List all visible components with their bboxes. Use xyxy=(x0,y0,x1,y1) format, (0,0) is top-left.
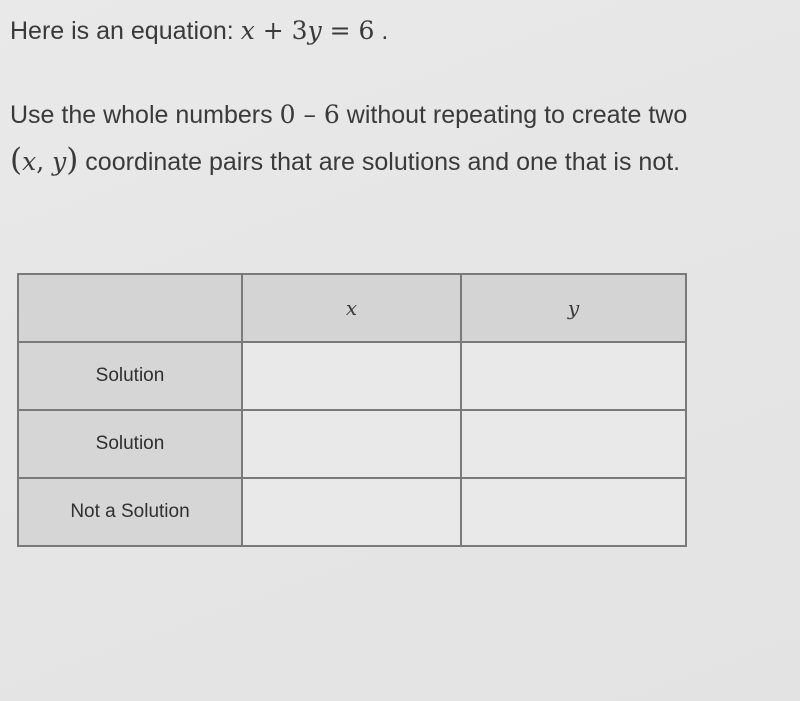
answer-cell-x-3[interactable] xyxy=(242,478,461,546)
instructions xyxy=(10,92,700,185)
pair-open-paren: ( xyxy=(10,142,23,178)
table-row xyxy=(18,478,686,546)
pair-close-paren: ) xyxy=(66,142,79,178)
number-range: 0 – 6 xyxy=(279,100,340,129)
row-label-solution-2: Solution xyxy=(18,410,242,478)
table-row xyxy=(18,410,686,478)
equation-op1: + 3 xyxy=(254,16,308,45)
instructions-part3: coordinate pairs that are solutions and one that is not. xyxy=(78,148,681,176)
pair-separator: , xyxy=(36,147,53,176)
header-y: y xyxy=(461,274,686,342)
answer-cell-x-2[interactable] xyxy=(242,410,461,478)
equation-statement xyxy=(10,10,790,52)
equation-op2: = 6 xyxy=(321,16,375,45)
instructions-part2: without repeating to create two xyxy=(339,101,688,129)
equation xyxy=(241,16,375,45)
header-x: x xyxy=(242,274,461,342)
pair-y: y xyxy=(52,147,67,176)
pair-x: x xyxy=(22,147,37,176)
answer-cell-x-1[interactable] xyxy=(242,342,461,410)
table-row xyxy=(18,342,686,410)
instructions-part1: Use the whole numbers xyxy=(10,101,280,129)
equation-x: x xyxy=(240,16,255,45)
answer-cell-y-2[interactable] xyxy=(461,410,686,478)
question-prompt xyxy=(10,10,790,185)
answer-cell-y-1[interactable] xyxy=(461,342,686,410)
header-blank-cell xyxy=(18,274,242,342)
equation-y: y xyxy=(307,16,322,45)
row-label-not-a-solution: Not a Solution xyxy=(18,478,242,546)
equation-end: . xyxy=(374,17,389,45)
row-label-solution-1: Solution xyxy=(18,342,242,410)
answer-cell-y-3[interactable] xyxy=(461,478,686,546)
intro-text: Here is an equation: xyxy=(10,17,241,45)
answer-table xyxy=(17,273,687,547)
coordinate-pair xyxy=(10,142,79,178)
table-header-row xyxy=(18,274,686,342)
